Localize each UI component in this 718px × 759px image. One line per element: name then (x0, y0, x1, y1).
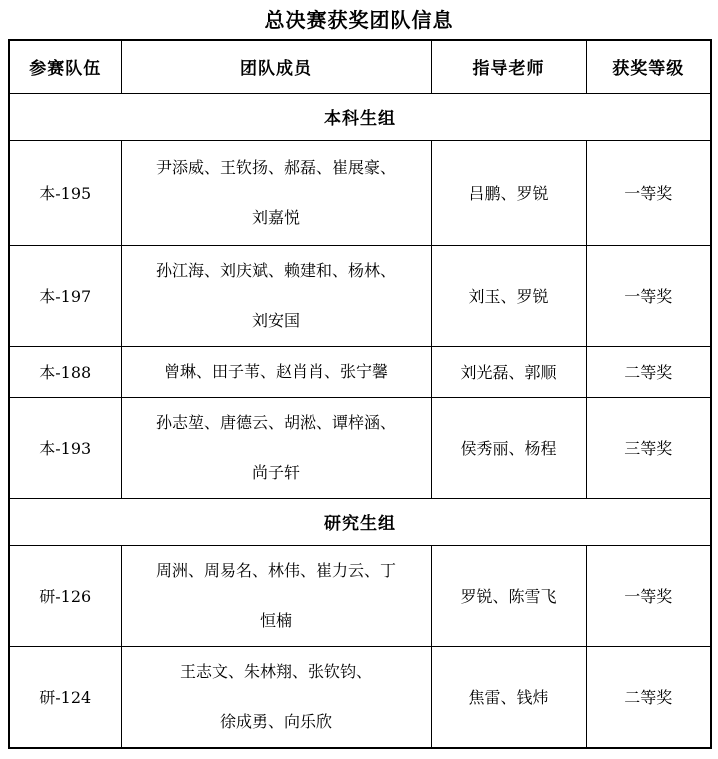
award-cell: 三等奖 (586, 397, 711, 498)
members-line: 孙志堃、唐德云、胡淞、谭梓涵、 (155, 412, 396, 432)
section-row-undergraduate (9, 93, 711, 140)
advisors-cell: 刘光磊、郭顺 (431, 346, 586, 397)
award-cell: 一等奖 (586, 545, 711, 646)
members-line: 徐成勇、向乐欣 (219, 711, 332, 731)
team-id-cell: 本-197 (9, 245, 121, 346)
table-row (9, 346, 711, 397)
award-cell: 二等奖 (586, 646, 711, 748)
award-cell: 二等奖 (586, 346, 711, 397)
column-header-advisors: 指导老师 (431, 40, 586, 93)
members-cell (121, 245, 431, 346)
team-id-cell: 本-188 (9, 346, 121, 397)
members-line: 刘嘉悦 (251, 207, 300, 227)
section-row-graduate (9, 498, 711, 545)
members-line: 刘安国 (251, 310, 300, 330)
members-cell (121, 397, 431, 498)
table-row (9, 646, 711, 748)
table-header-row (9, 40, 711, 93)
members-cell (121, 646, 431, 748)
members-line: 周洲、周易名、林伟、崔力云、丁 (155, 560, 396, 580)
members-cell (121, 140, 431, 245)
advisors-cell: 焦雷、钱炜 (431, 646, 586, 748)
advisors-cell: 吕鹏、罗锐 (431, 140, 586, 245)
column-header-award: 获奖等级 (586, 40, 711, 93)
members-cell (121, 346, 431, 397)
advisors-cell: 刘玉、罗锐 (431, 245, 586, 346)
page-title: 总决赛获奖团队信息 (264, 8, 454, 32)
table-row (9, 245, 711, 346)
section-label-undergraduate: 本科生组 (9, 93, 711, 140)
table-row (9, 397, 711, 498)
award-cell: 一等奖 (586, 140, 711, 245)
advisors-cell: 罗锐、陈雪飞 (431, 545, 586, 646)
members-cell (121, 545, 431, 646)
members-line: 尹添威、王钦扬、郝磊、崔展豪、 (155, 157, 396, 177)
members-line: 孙江海、刘庆斌、赖建和、杨林、 (155, 260, 396, 280)
column-header-team: 参赛队伍 (9, 40, 121, 93)
members-line: 恒楠 (259, 610, 292, 630)
advisors-cell: 侯秀丽、杨程 (431, 397, 586, 498)
members-line: 尚子轩 (251, 462, 300, 482)
table-row (9, 545, 711, 646)
members-line: 王志文、朱林翔、张钦钧、 (179, 661, 372, 681)
team-id-cell: 本-193 (9, 397, 121, 498)
section-label-graduate: 研究生组 (9, 498, 711, 545)
award-cell: 一等奖 (586, 245, 711, 346)
team-id-cell: 研-126 (9, 545, 121, 646)
column-header-members: 团队成员 (121, 40, 431, 93)
members-line: 曾琳、田子苇、赵肖肖、张宁馨 (163, 361, 388, 381)
table-row (9, 140, 711, 245)
team-id-cell: 研-124 (9, 646, 121, 748)
awards-table (8, 39, 712, 749)
team-id-cell: 本-195 (9, 140, 121, 245)
